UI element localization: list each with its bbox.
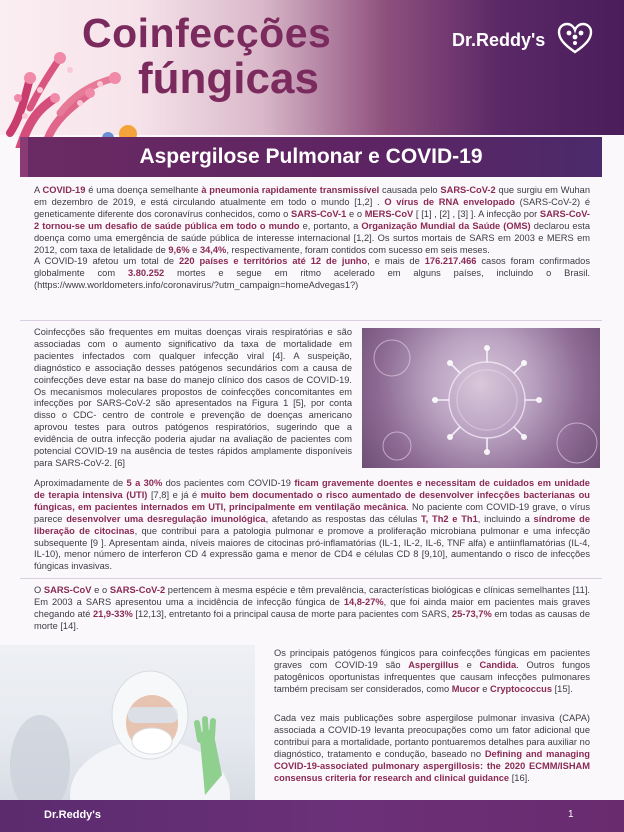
paragraph-capa: Cada vez mais publicações sobre aspergilose pulmonar invasiva (CAPA) associada a COVID-19 levanta preocupações como um fator adicional que contribui para a mortalidade, portanto pontuaremos detalhes para auxiliar no diagnóstico, tratamento e condução, baseado no Defining and managing COVID-19-associated pulmonary aspergillosis: the 2020 ECMM/ISHAM consensus criteria for research and clinical guidance [16]. — [274, 713, 590, 783]
paragraph-severe-cases: Aproximadamente de 5 a 30% dos pacientes com COVID-19 ficam gravemente doentes e necessitam de cuidados em unidade de terapia intensiva (UTI) [7,8] e já é muito bem documentado o risco aumentado de desenvolver infecções bacterianas ou fúngicas, em pacientes internados em UTI, principalmente em ventilação mecânica. No paciente com COVID-19 grave, o vírus parece desenvolver uma desregulação imunológica, afetando as respostas das células T, Th2 e Th1, incluindo a síndrome de liberação de citocinas, que contribui para a patologia pulmonar e promove a proliferação microbiana pulmonar e uma infecção subsequente [9 ]. Apresentam ainda, níveis maiores de citocinas pró-inflamatórias (IL-1, IL-2, IL-6, TNF alfa) e antiinflamatórias (IL-4, IL-10), menor número de interferon CD 4 expressão gama e menor de CD4 e células CD 8 [9,10], aumentando o risco de infecções fúngicas invasivas. — [34, 478, 591, 572]
dr-reddys-logo-icon — [557, 22, 593, 54]
banner-title-line1: Coinfecções — [82, 10, 332, 56]
paragraph-pathogens: Os principais patógenos fúngicos para coinfecções fúngicas em pacientes graves com COVID-19 são Aspergillus e Candida. Outros fungos patogênicos oportunistas infrequentes que causam infecções pulmonares também precisam ser considerados, como Mucor e Cryptococcus [15]. — [274, 648, 591, 694]
coronavirus-illustration — [362, 328, 600, 468]
paragraph-sars: O SARS-CoV e o SARS-CoV-2 pertencem à mesma espécie e têm prevalência, características biológicas e clínicas semelhantes [11]. Em 2003 a SARS apresentou uma a incidência de infecção fúngica de 14,8-27%, que foi ainda maior em pacientes mais graves chegando até 21,9-33% [12,13], entretanto foi a principal causa de morte para pacientes com SARS, 25-73,7% em todas as causas de morte [14]. — [34, 585, 591, 631]
header-banner — [0, 0, 624, 135]
paragraph-coinfections: Coinfecções são frequentes em muitas doenças virais respiratórias e são associadas com o aumento significativo da taxa de mortalidade em pacientes infectados com qualquer infecção viral [4]. A suspeição, diagnóstico e associação desses patógenos secundários com a causa de coinfecções deve estar na base do manejo clínico dos casos de COVID-19. Os mecanismos moleculares propostos de coinfecções concomitantes em infecções por SARS-CoV-2 são apresentados na Figura 1 [5], por conta disso o CDC- centro de controle e prevenção de doenças americano aprovou testes para outros patógenos respiratórios, sugerindo que a evidência de outra infecção poderia ajudar na avaliação de pacientes com potencial COVID-19 na ausência de testes rápidos amplamente disponíveis para SARS-CoV-2. [6] — [34, 327, 352, 468]
footer-brand: Dr.Reddy's — [44, 809, 102, 821]
section-title: Aspergilose Pulmonar e COVID-19 — [139, 145, 483, 168]
divider — [20, 578, 602, 579]
healthcare-worker-photo — [0, 645, 255, 800]
divider — [20, 320, 602, 321]
paragraph-intro: A COVID-19 é uma doença semelhante à pneumonia rapidamente transmissível causada pelo SARS-CoV-2 que surgiu em Wuhan em dezembro de 2019, e está circulando atualmente em todo o mundo [1,2] . O vírus de RNA envelopado (SARS-CoV-2) é geneticamente diferente dos coronavírus conhecidos, como o SARS-CoV-1 e o MERS-CoV [ [1] , [2] , [3] ]. A infecção por SARS-CoV-2 tornou-se um desafio de saúde pública em todo o mundo e, portanto, a Organização Mundial da Saúde (OMS) declarou esta doença como uma emergência de saúde pública de interesse internacional [1,2]. Os surtos mortais de SARS em 2003 e MERS em 2012, com taxa de letalidade de 9,6% e 34,4%, respectivamente, foram contidos com sucesso em seis meses. A COVID-19 afetou um total de 220 países e territórios até 12 de junho, e mais de 176.217.466 casos foram confirmados globalmente com 3.80.252 mortes e segue em ritmo acelerado em alguns países, incluindo o Brasil. (https://www.worldometers.info/coronavirus/?utm_campaign=homeAdvegas1?) — [34, 185, 591, 291]
footer-bar — [0, 800, 624, 832]
healthcare-worker-illustration — [0, 645, 255, 800]
section-title-bar — [20, 137, 602, 177]
banner-title-line2: fúngicas — [138, 54, 319, 103]
coronavirus-image — [362, 328, 600, 468]
brand-name: Dr.Reddy's — [452, 30, 546, 50]
page-number: 1 — [568, 809, 574, 820]
